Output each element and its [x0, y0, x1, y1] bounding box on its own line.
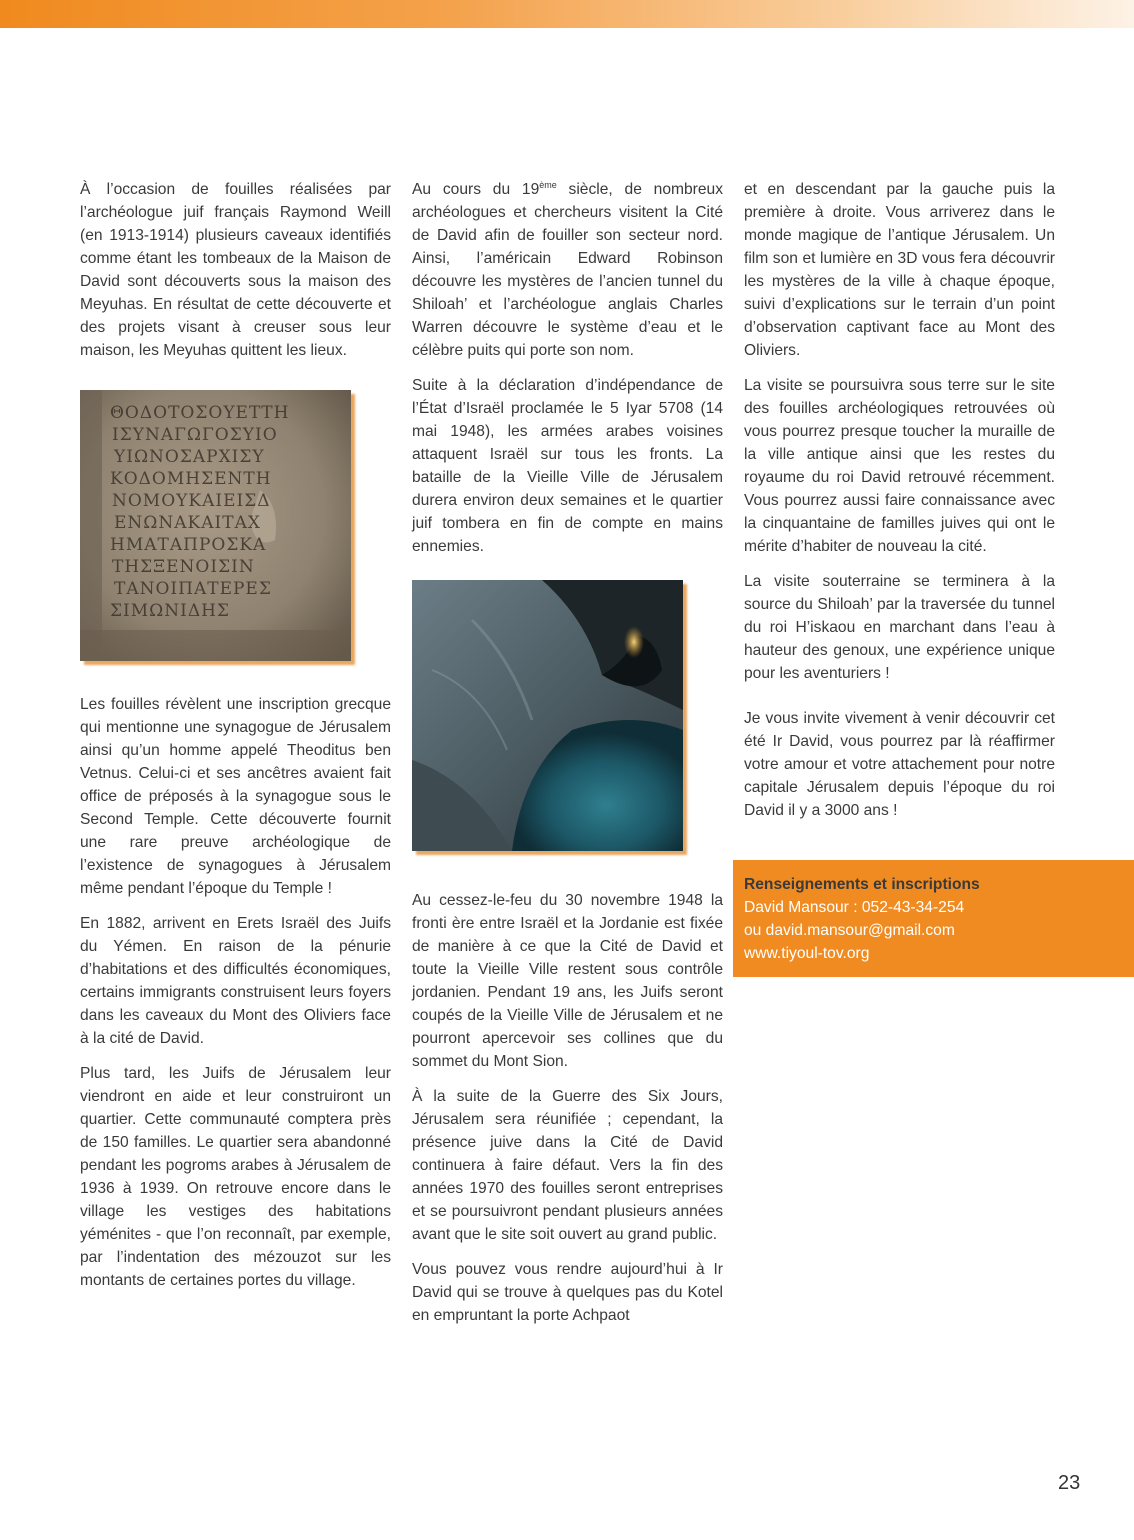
paragraph: À la suite de la Guerre des Six Jours, Jérusalem sera réunifiée ; cependant, la présence juive dans la Cité de David continuera à faire défaut. Vers la fin des années 1970 des fouilles seront entreprises et se poursuivront pendant plusieurs années avant que le site soit ouvert au grand public.	[412, 1088, 723, 1243]
inscription-line: ΤΑΝΟΙΠΑΤΕΡΕΣ	[114, 579, 272, 599]
paragraph	[412, 178, 723, 362]
column-3	[744, 178, 1055, 834]
inscription-line: ΗΜΑΤΑΠΡΟΣΚΑ	[110, 535, 267, 555]
paragraph: En 1882, arrivent en Erets Israël des Juifs du Yémen. En raison de la pénurie d’habitations et des difficultés économiques, certains immigrants construisent leurs foyers dans les caveaux du Mont des Oliviers face à la cité de David.	[80, 915, 391, 1047]
column-2	[412, 178, 723, 1339]
inscription-line: ΝΟΜΟΥΚΑΙΕΙΣΔ	[112, 491, 271, 511]
paragraph: Au cessez-le-feu du 30 novembre 1948 la fronti ère entre Israël et la Jordanie est fixée de manière à ce que la Cité de David et toute la Vieille Ville restent sous contrôle jordanien. Pendant 19 ans, les Juifs seront coupés de la Vieille Ville de Jérusalem et ne pourront apercevoir ses collines que du sommet du Mont Sion.	[412, 892, 723, 1070]
column-1	[80, 178, 391, 1304]
header-accent-bar	[0, 0, 1134, 28]
contact-info-box	[733, 860, 1134, 977]
tunnel-image	[412, 580, 683, 851]
info-title: Renseignements et inscriptions	[744, 876, 980, 893]
info-phone: David Mansour : 052-43-34-254	[744, 899, 965, 916]
paragraph: La visite souterraine se terminera à la source du Shiloah’ par la traversée du tunnel du roi H’iskaou en marchant dans l’eau à hauteur des genoux, une expérience unique pour les aventuriers !	[744, 573, 1055, 682]
inscription-line: ΣΙΜΩΝΙΔΗΣ	[110, 601, 230, 621]
superscript: ème	[539, 179, 557, 190]
water-tunnel-photo	[412, 580, 683, 851]
text-run: Au cours du 19	[412, 181, 540, 198]
paragraph: et en descendant par la gauche puis la première à droite. Vous arriverez dans le monde magique de l’antique Jérusalem. Un film son et lumière en 3D vous fera découvrir les mystères de la ville à chaque époque, suivi d’explications sur le terrain d’un point d’observation captivant face au Mont des Oliviers.	[744, 181, 1055, 359]
paragraph: Je vous invite vivement à venir découvrir cet été Ir David, vous pourrez par là réaffirmer votre amour et votre attachement pour notre capitale Jérusalem depuis l’époque du roi David il y a 3000 ans !	[744, 710, 1055, 819]
inscription-line: ΚΟΔΟΜΗΣΕΝΤΗ	[110, 469, 272, 489]
text-run: siècle, de nombreux archéologues et chercheurs visitent la Cité de David afin de fouiller son secteur nord. Ainsi, l’américain Edward Robinson découvre les mystères de l’ancien tunnel du Shiloah’ et l’archéologue anglais Charles Warren découvre le système d’eau et le célèbre puits qui porte son nom.	[412, 181, 723, 359]
paragraph: Plus tard, les Juifs de Jérusalem leur viendront en aide et leur construiront un quartier. Cette communauté comptera près de 150 familles. Le quartier sera abandonné pendant les pogroms arabes à Jérusalem de 1936 à 1939. On retrouve encore dans le village les vestiges des habitations yéménites - que l’on reconnaît, par exemple, par l’indentation des mézouzot sur les montants de certaines portes du village.	[80, 1065, 391, 1289]
inscription-line: ΥΙΩΝΟΣΑΡΧΙΣΥ	[114, 447, 265, 467]
paragraph: La visite se poursuivra sous terre sur le site des fouilles archéologiques retrouvées où vous pourrez presque toucher la muraille de la ville antique ainsi que les restes du royaume du roi David retrouvé récemment. Vous pourrez aussi faire connaissance avec la cinquantaine de familles juives qui ont le mérite d’habiter de nouveau la cité.	[744, 377, 1055, 555]
inscription-line: ΤΗΣΞΕΝΟΙΣΙΝ	[112, 557, 255, 577]
inscription-line: ΕΝΩΝΑΚΑΙΤΑΧ	[114, 513, 261, 533]
inscription-line: ΘΟΔΟΤΟΣΟΥΕΤΤΗ	[110, 403, 290, 423]
info-email[interactable]: ou david.mansour@gmail.com	[744, 922, 955, 939]
inscription-line: ΙΣΥΝΑΓΩΓΟΣΥΙΟ	[112, 425, 278, 445]
inscription-stone-image	[80, 390, 351, 661]
inscription-stone-photo	[80, 390, 351, 661]
page-number: 23	[1058, 1472, 1081, 1494]
info-website[interactable]: www.tiyoul-tov.org	[744, 945, 870, 962]
paragraph: Suite à la déclaration d’indépendance de l’État d’Israël proclamée le 5 Iyar 5708 (14 mai 1948), les armées arabes voisines attaquent Israël sur tous les fronts. La bataille de la Vieille Ville de Jérusalem durera environ deux semaines et le quartier juif tombera en fin de compte en mains ennemies.	[412, 377, 723, 555]
paragraph: À l’occasion de fouilles réalisées par l’archéologue juif français Raymond Weill (en 1913-1914) plusieurs caveaux identifiés comme étant les tombeaux de la Maison de David sont découverts sous la maison des Meyuhas. En résultat de cette découverte et des projets visant à creuser sous leur maison, les Meyuhas quittent les lieux.	[80, 181, 391, 359]
paragraph: Vous pouvez vous rendre aujourd’hui à Ir David qui se trouve à quelques pas du Kotel en empruntant la porte Achpaot	[412, 1261, 723, 1324]
paragraph: Les fouilles révèlent une inscription grecque qui mentionne une synagogue de Jérusalem ainsi qu’un homme appelé Theoditus ben Vetnus. Celui-ci et ses ancêtres avaient fait office de préposés à la synagogue sous le Second Temple. Cette découverte fournit une rare preuve archéologique de l’existence de synagogues à Jérusalem même pendant l’époque du Temple !	[80, 696, 391, 897]
